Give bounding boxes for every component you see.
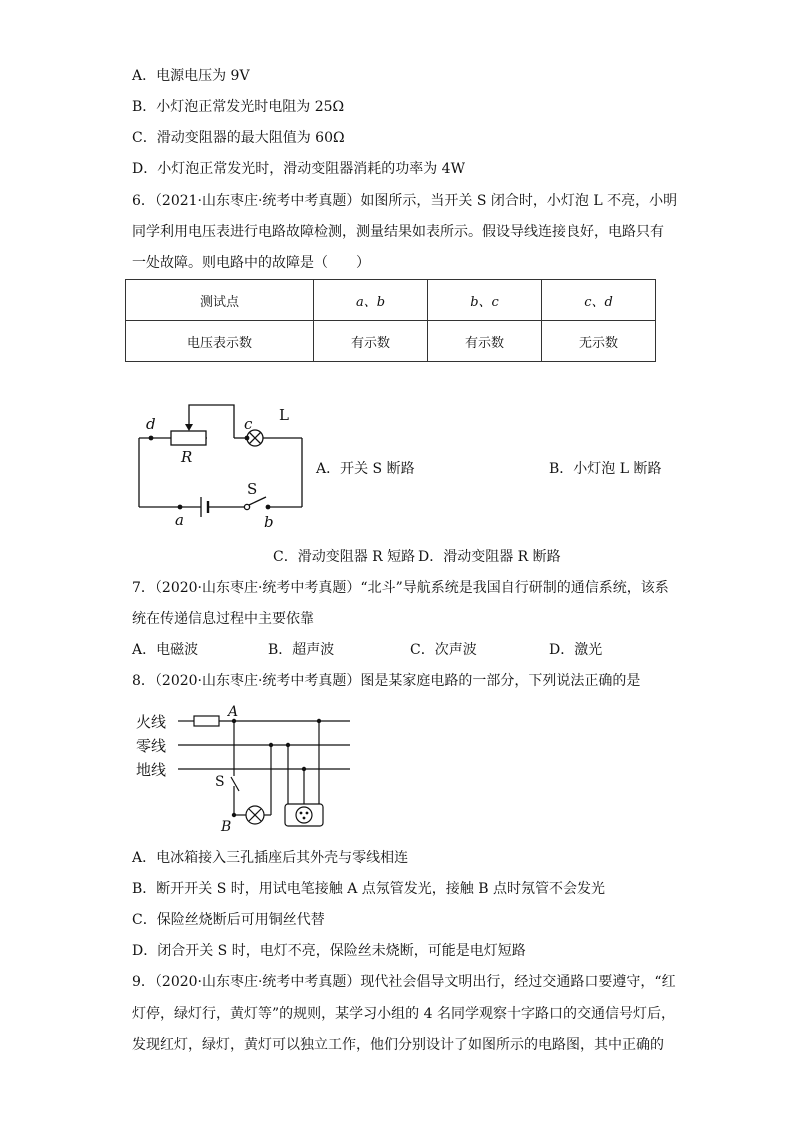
q7-stem-line1: 7．（2020·山东枣庄·统考中考真题）“北斗”导航系统是我国自行研制的通信系统，该系 xyxy=(132,580,669,596)
label-point-a: A xyxy=(228,704,239,720)
table-cell: b、c xyxy=(428,280,542,321)
q6-option-c: C．滑动变阻器 R 短路 xyxy=(273,549,416,565)
label-lamp-l: L xyxy=(279,406,289,424)
q8-household-circuit-diagram xyxy=(130,700,352,836)
label-r: R xyxy=(181,448,193,466)
q6-stem-line2: 同学利用电压表进行电路故障检测，测量结果如表所示。假设导线连接良好，电路只有 xyxy=(132,224,664,240)
table-cell: c、d xyxy=(542,280,656,321)
table-row xyxy=(126,280,656,321)
q5-option-c: C．滑动变阻器的最大阻值为 60Ω xyxy=(132,130,345,146)
label-d: d xyxy=(146,415,156,433)
q7-option-c: C．次声波 xyxy=(410,642,477,658)
label-ground-wire: 地线 xyxy=(136,761,167,779)
q6-stem-line3: 一处故障。则电路中的故障是（ ） xyxy=(132,255,370,271)
slider-arrowhead xyxy=(185,424,193,431)
q8-option-b: B．断开开关 S 时，用试电笔接触 A 点氖管发光，接触 B 点时氖管不会发光 xyxy=(132,881,605,897)
label-a: a xyxy=(175,511,184,529)
q9-stem-line3: 发现红灯，绿灯，黄灯可以独立工作，他们分别设计了如图所示的电路图，其中正确的 xyxy=(132,1037,664,1053)
q5-option-b: B．小灯泡正常发光时电阻为 25Ω xyxy=(132,99,345,115)
table-cell: 有示数 xyxy=(428,321,542,362)
label-switch-s: S xyxy=(215,774,225,790)
q6-option-d: D．滑动变阻器 R 断路 xyxy=(418,549,561,565)
label-neutral-wire: 零线 xyxy=(136,737,167,755)
q6-option-b: B．小灯泡 L 断路 xyxy=(549,461,662,477)
q8-option-c: C．保险丝烧断后可用铜丝代替 xyxy=(132,912,325,928)
label-switch-s: S xyxy=(247,480,258,498)
table-cell: 电压表示数 xyxy=(126,321,314,362)
table-cell: 无示数 xyxy=(542,321,656,362)
q5-option-a: A．电源电压为 9V xyxy=(132,68,250,84)
label-c: c xyxy=(244,415,253,433)
label-b: b xyxy=(264,513,274,531)
q7-option-b: B．超声波 xyxy=(268,642,335,658)
q9-stem-line2: 灯停，绿灯行，黄灯等”的规则，某学习小组的 4 名同学观察十字路口的交通信号灯后， xyxy=(132,1006,675,1022)
label-point-b: B xyxy=(221,819,232,835)
table-row xyxy=(126,321,656,362)
q8-stem: 8．（2020·山东枣庄·统考中考真题）图是某家庭电路的一部分，下列说法正确的是 xyxy=(132,673,641,689)
q7-stem-line2: 统在传递信息过程中主要依靠 xyxy=(132,611,314,627)
q5-option-d: D．小灯泡正常发光时，滑动变阻器消耗的功率为 4W xyxy=(132,161,465,177)
q6-option-a: A．开关 S 断路 xyxy=(316,461,415,477)
fault-test-table xyxy=(125,279,656,362)
label-live-wire: 火线 xyxy=(136,713,167,731)
q7-option-d: D．激光 xyxy=(549,642,603,658)
q7-option-a: A．电磁波 xyxy=(132,642,199,658)
q6-stem-line1: 6．（2021·山东枣庄·统考中考真题）如图所示，当开关 S 闭合时，小灯泡 L 不亮，小明 xyxy=(132,193,678,209)
table-cell: 测试点 xyxy=(126,280,314,321)
table-cell: 有示数 xyxy=(314,321,428,362)
q9-stem-line1: 9．（2020·山东枣庄·统考中考真题）现代社会倡导文明出行，经过交通路口要遵守，“红 xyxy=(132,974,676,990)
q6-circuit-diagram xyxy=(130,398,320,533)
q8-option-d: D．闭合开关 S 时，电灯不亮，保险丝未烧断，可能是电灯短路 xyxy=(132,943,526,959)
q8-option-a: A．电冰箱接入三孔插座后其外壳与零线相连 xyxy=(132,850,409,866)
table-cell: a、b xyxy=(314,280,428,321)
